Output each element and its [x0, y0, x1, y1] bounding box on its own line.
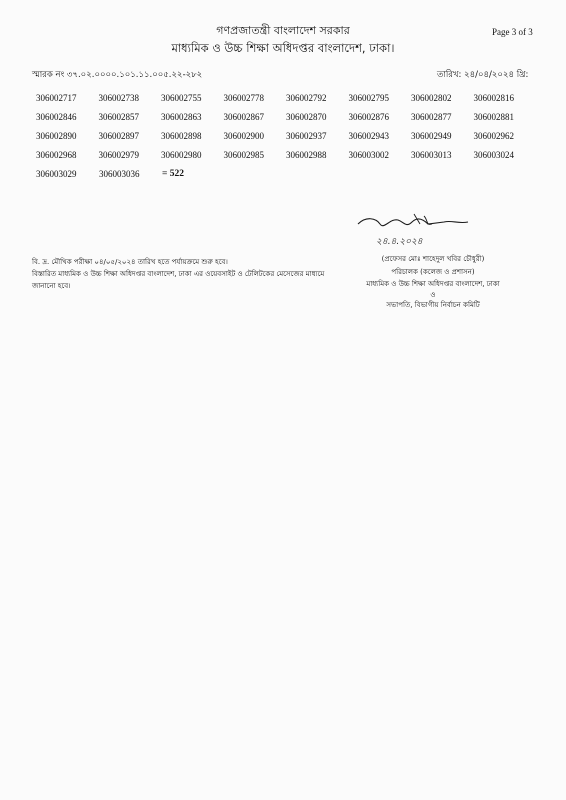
roll-number: 306002738: [98, 93, 139, 103]
roll-number: 306002943: [348, 131, 389, 141]
signatory-block: [330, 253, 536, 311]
roll-number: 306002717: [36, 93, 77, 103]
roll-number: 306002867: [223, 112, 264, 122]
signature-date: ২৪.৪.২০২৪: [376, 237, 423, 247]
signatory-office: মাধ্যমিক ও উচ্চ শিক্ষা অধিদপ্তর বাংলাদেশ, ঢাকা: [366, 280, 500, 288]
roll-number: 306002890: [36, 131, 77, 141]
signatory-committee: সভাপতি, বিভাগীয় নির্বাচন কমিটি: [386, 300, 480, 309]
issue-date: তারিখ: ২৪/০৪/২০২৪ খ্রি:: [437, 70, 529, 80]
signatory-designation: পরিচালক (কলেজ ও প্রশাসন): [391, 267, 475, 276]
roll-number-table: [36, 93, 536, 188]
signature-image: [354, 210, 474, 250]
roll-number: 306002937: [286, 131, 327, 141]
roll-number: 306002949: [411, 131, 452, 141]
roll-number: 306002980: [161, 150, 202, 160]
total-count: = 522: [162, 169, 185, 179]
roll-number: 306003036: [99, 169, 140, 179]
govt-heading: গণপ্রজাতন্ত্রী বাংলাদেশ সরকার: [216, 24, 350, 37]
roll-number: 306002816: [473, 93, 514, 103]
roll-number: 306002877: [411, 112, 452, 122]
roll-number: 306003024: [473, 150, 514, 160]
footnote: [32, 256, 332, 292]
roll-number: 306002846: [36, 112, 77, 122]
roll-number: 306002792: [286, 93, 327, 103]
roll-number: 306002985: [223, 150, 264, 160]
table-row: [36, 131, 536, 150]
roll-number: 306002795: [348, 93, 389, 103]
roll-number: 306002979: [98, 150, 139, 160]
roll-number: 306002802: [411, 93, 452, 103]
table-row: [36, 150, 536, 169]
memo-number: স্মারক নং ৩৭.০২.০০০০.১০১.১১.০০৫.২২-২৮২: [32, 70, 203, 80]
roll-number: 306002778: [223, 93, 264, 103]
roll-number: 306002968: [36, 150, 77, 160]
roll-number: 306002900: [223, 131, 264, 141]
table-row: [36, 112, 536, 131]
roll-number: 306002870: [286, 112, 327, 122]
page-number: Page 3 of 3: [492, 27, 533, 37]
roll-number: 306003029: [36, 169, 77, 179]
roll-number: 306002755: [161, 93, 202, 103]
roll-number: 306002857: [98, 112, 139, 122]
roll-number: 306002863: [161, 112, 202, 122]
directorate-heading: মাধ্যমিক ও উচ্চ শিক্ষা অধিদপ্তর বাংলাদেশ, ঢাকা।: [171, 41, 395, 55]
signatory-conjunction: ও: [430, 290, 436, 299]
roll-number: 306002881: [473, 112, 514, 122]
roll-number: 306002962: [473, 131, 514, 141]
roll-number: 306003002: [348, 150, 389, 160]
footnote-details: বিস্তারিত মাধ্যমিক ও উচ্চ শিক্ষা অধিদপ্তর বাংলাদেশ, ঢাকা এর ওয়েবসাইট ও টেলিটকের মেসেজের মাধ্যমে জানানো হবে।: [32, 270, 325, 290]
roll-number: 306002876: [348, 112, 389, 122]
footnote-viva-date: বি. দ্র. মৌখিক পরীক্ষা ০৪/০৫/২০২৪ তারিখ হতে পর্যায়ক্রমে শুরু হবে।: [32, 258, 228, 266]
roll-number: 306002897: [98, 131, 139, 141]
table-row: [36, 169, 536, 188]
signatory-name: (প্রফেসর মোঃ শাহেদুল খবির চৌধুরী): [381, 255, 485, 263]
roll-number: 306002988: [286, 150, 327, 160]
table-row: [36, 93, 536, 112]
roll-number: 306003013: [411, 150, 452, 160]
roll-number: 306002898: [161, 131, 202, 141]
